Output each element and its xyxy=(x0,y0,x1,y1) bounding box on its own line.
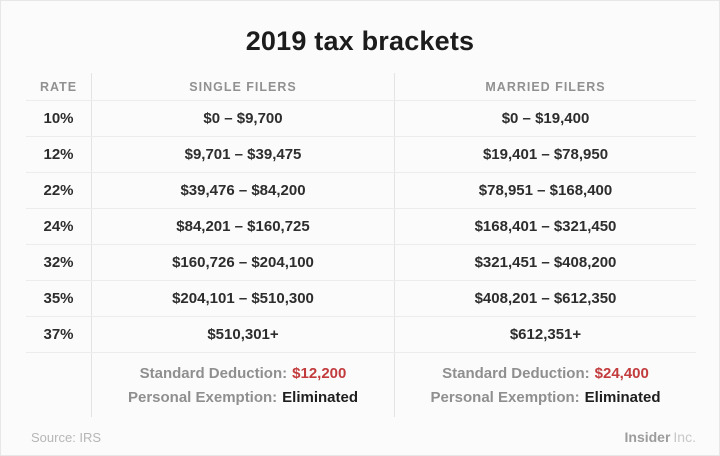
footer xyxy=(31,417,696,456)
standard-deduction-label: Standard Deduction: xyxy=(139,364,288,382)
brand-logo xyxy=(625,429,696,445)
brand-suffix: Inc. xyxy=(673,429,696,445)
rate-cell: 35% xyxy=(43,290,74,307)
brand-name: Insider xyxy=(624,429,671,445)
rate-cell: 12% xyxy=(43,146,74,163)
summary-section xyxy=(26,353,696,417)
table-row xyxy=(26,281,696,317)
single-personal-exemption xyxy=(128,389,358,406)
single-range-cell: $510,301+ xyxy=(91,317,394,352)
married-standard-deduction xyxy=(442,365,649,382)
single-range-cell: $39,476 – $84,200 xyxy=(91,173,394,208)
standard-deduction-label: Standard Deduction: xyxy=(442,364,590,382)
married-range-cell: $78,951 – $168,400 xyxy=(394,173,696,208)
personal-exemption-label: Personal Exemption: xyxy=(430,388,580,406)
single-range-cell: $84,201 – $160,725 xyxy=(91,209,394,244)
single-standard-deduction xyxy=(140,365,347,382)
standard-deduction-value: $12,200 xyxy=(292,364,347,382)
table-row xyxy=(26,317,696,353)
standard-deduction-value: $24,400 xyxy=(594,364,649,382)
column-header-married-filers: MARRIED FILERS xyxy=(394,73,696,100)
rate-cell: 37% xyxy=(43,326,74,343)
personal-exemption-label: Personal Exemption: xyxy=(127,388,278,406)
summary-spacer xyxy=(26,353,91,417)
married-range-cell: $0 – $19,400 xyxy=(394,101,696,136)
table-row xyxy=(26,245,696,281)
single-range-cell: $9,701 – $39,475 xyxy=(91,137,394,172)
married-summary xyxy=(394,353,696,417)
rate-cell: 32% xyxy=(43,254,74,271)
rate-cell: 22% xyxy=(43,182,74,199)
single-summary xyxy=(91,353,394,417)
personal-exemption-value: Eliminated xyxy=(584,388,661,406)
tax-brackets-table xyxy=(26,73,696,417)
table-header-row xyxy=(26,73,696,101)
single-range-cell: $160,726 – $204,100 xyxy=(91,245,394,280)
married-personal-exemption xyxy=(430,389,660,406)
married-range-cell: $19,401 – $78,950 xyxy=(394,137,696,172)
married-range-cell: $612,351+ xyxy=(394,317,696,352)
rate-cell: 10% xyxy=(43,110,74,127)
table-row xyxy=(26,173,696,209)
married-range-cell: $321,451 – $408,200 xyxy=(394,245,696,280)
single-range-cell: $204,101 – $510,300 xyxy=(91,281,394,316)
page-title: 2019 tax brackets xyxy=(245,26,475,56)
personal-exemption-value: Eliminated xyxy=(282,388,359,406)
table-row xyxy=(26,137,696,173)
single-range-cell: $0 – $9,700 xyxy=(91,101,394,136)
table-row xyxy=(26,209,696,245)
rate-cell: 24% xyxy=(43,218,74,235)
column-header-rate: RATE xyxy=(39,79,78,94)
table-row xyxy=(26,101,696,137)
married-range-cell: $408,201 – $612,350 xyxy=(394,281,696,316)
column-header-single-filers: SINGLE FILERS xyxy=(91,73,394,100)
source-credit: Source: IRS xyxy=(31,429,102,445)
married-range-cell: $168,401 – $321,450 xyxy=(394,209,696,244)
